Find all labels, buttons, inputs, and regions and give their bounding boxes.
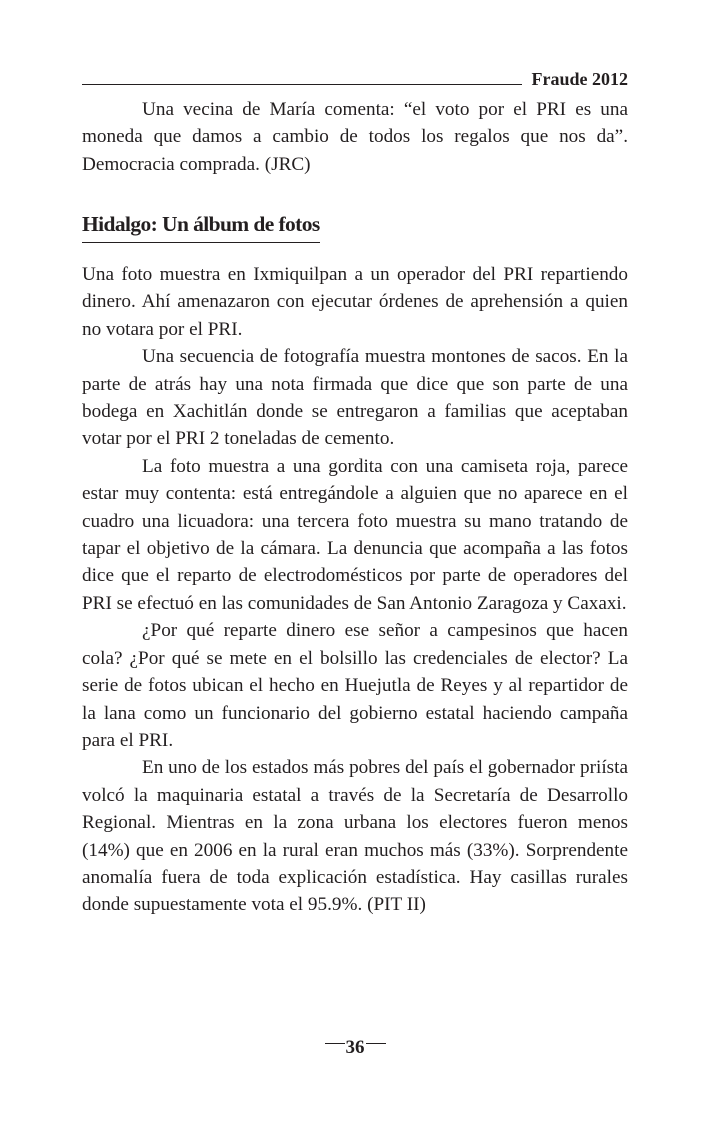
book-page <box>82 0 628 1126</box>
body-paragraph: Una foto muestra en Ixmiquilpan a un operador del PRI repartiendo dinero. Ahí amenazaron con ejecutar órdenes de aprehensión a quien no votara por el PRI. <box>82 264 628 340</box>
body-paragraph: ¿Por qué reparte dinero ese señor a campesinos que hacen cola? ¿Por qué se mete en el bolsillo las credenciales de elector? La serie de fotos ubican el hecho en Huejutla de Reyes y al repartidor de la lana como un funcionario del gobierno estatal haciendo campaña para el PRI. <box>82 620 628 751</box>
folio-dash-left <box>325 1043 345 1044</box>
running-header-title: Fraude 2012 <box>531 69 628 89</box>
header-rule <box>82 84 522 85</box>
body-paragraph: La foto muestra a una gordita con una camiseta roja, parece estar muy contenta: está entregándole a alguien que no aparece en el cuadro una licuadora: una tercera foto muestra su mano tratando de tapar el objetivo de la cámara. La denuncia que acompaña a las fotos dice que el reparto de electrodomésticos por parte de operadores del PRI se efectuó en las comunidades de San Antonio Zaragoza y Caxaxi. <box>82 455 628 614</box>
body-paragraph: En uno de los estados más pobres del país el gobernador priísta volcó la maquinaria estatal a través de la Secretaría de Desarrollo Regional. Mientras en la zona urbana los electores fueron menos (14%) que en 2006 en la rural eran muchos más (33%). Sorprendente anomalía fuera de toda explicación estadística. Hay casillas rurales donde supuestamente vota el 95.9%. (PIT II) <box>82 757 628 916</box>
intro-text <box>82 96 628 178</box>
page-number-value: 36 <box>345 1037 365 1058</box>
folio-dash-right <box>366 1043 386 1044</box>
running-header <box>82 66 628 90</box>
page-number <box>82 1036 628 1060</box>
body-paragraph: Una secuencia de fotografía muestra montones de sacos. En la parte de atrás hay una nota firmada que dice que son parte de una bodega en Xachitlán donde se entregaron a familias que aceptaban votar por el PRI 2 toneladas de cemento. <box>82 346 628 450</box>
intro-paragraph: Una vecina de María comenta: “el voto por el PRI es una moneda que damos a cambio de todos los regalos que nos da”. Democracia comprada. (JRC) <box>82 99 628 175</box>
section-body <box>82 261 628 919</box>
section-heading: Hidalgo: Un álbum de fotos <box>82 210 320 243</box>
